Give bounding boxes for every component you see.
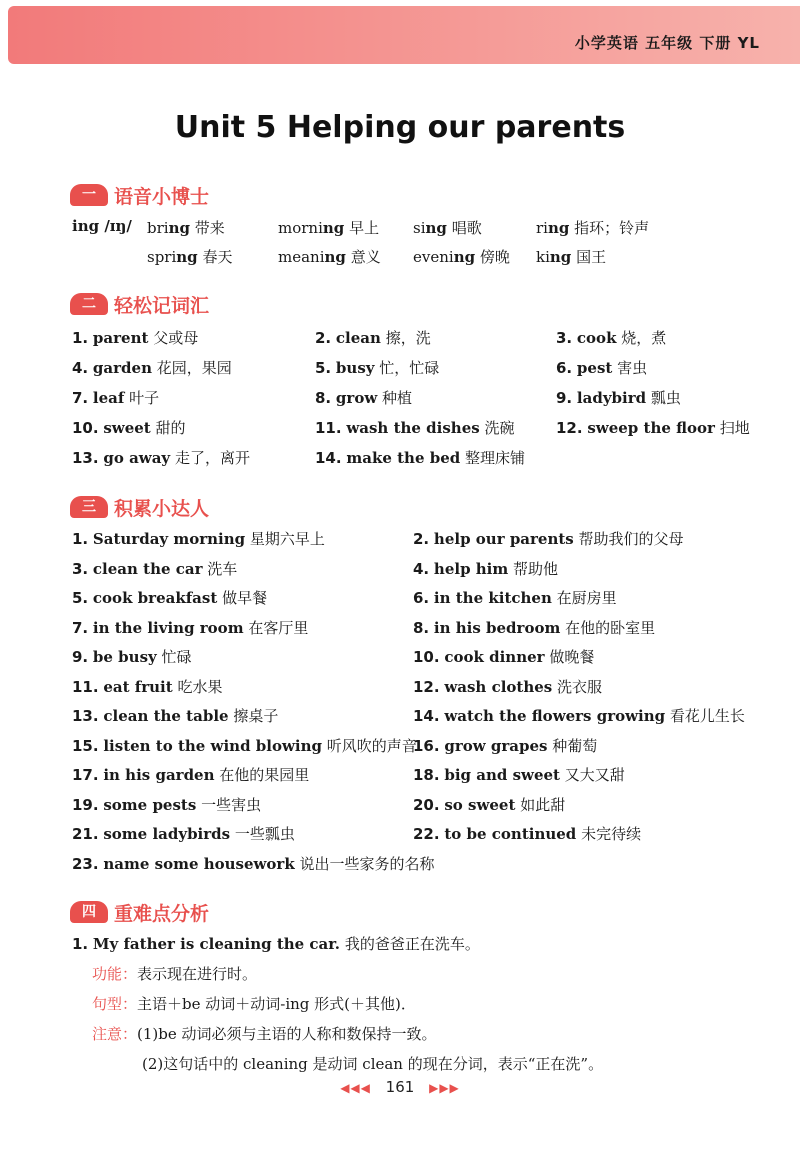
phrase-item xyxy=(72,764,309,785)
item-number: 6. xyxy=(413,589,430,607)
item-english: some pests xyxy=(103,795,197,814)
word-stem: meani xyxy=(278,248,325,266)
item-chinese: 父或母 xyxy=(153,329,199,347)
item-english: sweet xyxy=(103,419,151,437)
item-chinese: 种植 xyxy=(382,389,413,407)
item-chinese: 擦桌子 xyxy=(233,707,279,725)
item-chinese: 扫地 xyxy=(719,419,750,437)
item-english: cook dinner xyxy=(444,648,545,666)
item-english: clean xyxy=(335,329,381,347)
item-chinese: 叶子 xyxy=(129,389,160,407)
vocab-item xyxy=(72,447,250,468)
analysis-note-2: (2)这句话中的 cleaning 是动词 clean 的现在分词，表示“正在洗”。 xyxy=(142,1055,604,1073)
item-chinese: 如此甜 xyxy=(520,795,566,814)
phrase-item xyxy=(413,735,597,756)
item-number: 11. xyxy=(72,677,99,696)
phrase-item xyxy=(413,676,602,697)
item-chinese: 种葡萄 xyxy=(552,736,598,755)
vocab-item xyxy=(315,417,515,438)
phrase-item xyxy=(72,676,222,697)
vocab-item xyxy=(315,357,439,378)
phonics-word xyxy=(147,246,232,267)
phrase-item xyxy=(413,528,684,549)
item-chinese: 花园，果园 xyxy=(156,359,232,377)
item-chinese: 吃水果 xyxy=(177,677,223,696)
item-chinese: 做晚餐 xyxy=(549,648,595,666)
item-english: cook xyxy=(576,329,617,347)
vocab-item xyxy=(72,417,186,438)
section-title: 语音小博士 xyxy=(114,185,210,208)
item-english: eat fruit xyxy=(103,677,173,696)
phrase-item xyxy=(72,646,192,667)
item-chinese: 在他的卧室里 xyxy=(565,618,656,637)
vocab-item xyxy=(315,387,412,408)
item-chinese: 帮助他 xyxy=(513,559,559,578)
item-number: 4. xyxy=(72,359,89,377)
word-stem: ri xyxy=(536,219,548,237)
item-number: 22. xyxy=(413,825,440,843)
item-chinese: 说出一些家务的名称 xyxy=(299,854,435,873)
section-badge: 二 xyxy=(70,293,108,315)
phrase-item xyxy=(413,794,565,815)
item-english: Saturday morning xyxy=(92,530,246,548)
item-number: 13. xyxy=(72,449,99,467)
analysis-sentence: 1. My father is cleaning the car. 我的爸爸正在洗车。 xyxy=(72,935,480,953)
word-ending: ng xyxy=(324,248,346,266)
item-english: garden xyxy=(92,359,152,377)
section-header-vocab xyxy=(70,291,209,317)
word-stem: ki xyxy=(536,248,550,266)
item-english: in the living room xyxy=(92,618,244,637)
phonics-word xyxy=(536,246,606,267)
word-ending: ng xyxy=(176,248,198,266)
item-chinese: 整理床铺 xyxy=(465,449,526,467)
item-english: go away xyxy=(103,449,171,467)
section-title: 积累小达人 xyxy=(114,497,210,520)
phrase-item xyxy=(72,853,435,874)
unit-title: Unit 5 Helping our parents xyxy=(174,110,626,145)
phrase-item xyxy=(72,528,325,549)
word-stem: eveni xyxy=(413,248,454,266)
item-chinese: 星期六早上 xyxy=(249,530,325,548)
item-english: name some housework xyxy=(103,854,295,873)
item-english: in the kitchen xyxy=(433,589,552,607)
page-footer xyxy=(0,1078,800,1096)
page-number: 161 xyxy=(385,1078,415,1096)
item-number: 12. xyxy=(556,419,583,437)
item-english: big and sweet xyxy=(444,766,560,784)
word-meaning: 意义 xyxy=(350,248,381,266)
item-number: 12. xyxy=(413,677,440,696)
item-english: so sweet xyxy=(444,795,516,814)
item-chinese: 一些害虫 xyxy=(201,795,262,814)
item-chinese: 在客厅里 xyxy=(248,618,309,637)
vocab-item xyxy=(72,387,159,408)
section-title: 轻松记词汇 xyxy=(114,294,210,317)
section-badge: 一 xyxy=(70,184,108,206)
word-ending: ng xyxy=(453,248,476,266)
item-english: help him xyxy=(433,559,509,578)
section-badge: 四 xyxy=(70,901,108,923)
item-number: 20. xyxy=(413,795,440,814)
item-chinese: 忙，忙碌 xyxy=(379,359,440,377)
item-chinese: 帮助我们的父母 xyxy=(578,530,684,548)
item-chinese: 烧，煮 xyxy=(621,329,667,347)
vocab-item xyxy=(556,327,666,348)
section-badge: 三 xyxy=(70,496,108,518)
phrase-item xyxy=(413,558,558,579)
item-number: 16. xyxy=(413,736,440,755)
item-number: 2. xyxy=(315,329,332,347)
word-ending: ng xyxy=(425,219,447,237)
item-chinese: 洗碗 xyxy=(484,419,515,437)
phrase-item xyxy=(413,587,617,608)
phrase-item xyxy=(72,705,278,726)
word-ending: ng xyxy=(322,219,345,237)
item-english: in his bedroom xyxy=(433,618,561,637)
item-english: wash clothes xyxy=(444,677,553,696)
item-chinese: 看花儿生长 xyxy=(669,707,745,725)
item-english: grow grapes xyxy=(444,736,548,755)
item-english: make the bed xyxy=(346,449,461,467)
item-english: cook breakfast xyxy=(92,589,218,607)
item-english: help our parents xyxy=(433,530,574,548)
item-number: 10. xyxy=(72,419,99,437)
section-header-phonics xyxy=(70,182,209,208)
phrase-item xyxy=(413,705,745,726)
section-header-phrases xyxy=(70,494,209,520)
item-number: 14. xyxy=(413,707,440,725)
item-chinese: 瓢虫 xyxy=(650,389,681,407)
phrase-item xyxy=(72,794,261,815)
item-english: leaf xyxy=(92,389,125,407)
item-chinese: 甜的 xyxy=(155,419,186,437)
phonics-word xyxy=(536,217,649,238)
item-chinese: 走了，离开 xyxy=(174,449,250,467)
phrase-item xyxy=(413,764,625,785)
item-english: clean the table xyxy=(103,707,229,725)
book-info: 小学英语 五年级 下册 YL xyxy=(574,34,760,52)
item-chinese: 洗衣服 xyxy=(557,677,603,696)
word-ending: ng xyxy=(547,219,570,237)
phrase-item xyxy=(413,646,594,667)
item-number: 13. xyxy=(72,707,99,725)
word-ending: ng xyxy=(549,248,572,266)
item-english: to be continued xyxy=(444,825,577,843)
item-number: 23. xyxy=(72,854,99,873)
item-number: 9. xyxy=(72,648,89,666)
phrase-item xyxy=(72,617,308,638)
item-english: some ladybirds xyxy=(103,825,231,843)
item-english: busy xyxy=(335,359,375,377)
item-number: 7. xyxy=(72,389,89,407)
item-chinese: 忙碌 xyxy=(161,648,192,666)
phrase-item xyxy=(72,587,267,608)
vocab-item xyxy=(556,387,681,408)
item-number: 10. xyxy=(413,648,440,666)
item-number: 8. xyxy=(413,618,430,637)
item-english: watch the flowers growing xyxy=(444,707,666,725)
word-meaning: 带来 xyxy=(194,219,225,237)
item-number: 5. xyxy=(72,589,89,607)
vocab-item xyxy=(72,327,198,348)
item-number: 14. xyxy=(315,449,342,467)
item-chinese: 在他的果园里 xyxy=(219,766,310,784)
item-number: 7. xyxy=(72,618,89,637)
item-number: 3. xyxy=(72,559,89,578)
phrase-item xyxy=(72,735,417,756)
word-meaning: 傍晚 xyxy=(479,248,510,266)
phonics-word xyxy=(413,217,482,238)
vocab-item xyxy=(556,417,750,438)
item-number: 18. xyxy=(413,766,440,784)
word-stem: bri xyxy=(147,219,169,237)
item-number: 15. xyxy=(72,736,99,755)
analysis-pattern: 句型：主语＋be 动词＋动词-ing 形式(＋其他)． xyxy=(92,995,416,1013)
item-number: 1. xyxy=(72,530,89,548)
word-meaning: 指环；铃声 xyxy=(574,219,650,237)
word-meaning: 唱歌 xyxy=(451,219,482,237)
analysis-function: 功能：表示现在进行时。 xyxy=(92,965,258,983)
item-chinese: 擦，洗 xyxy=(385,329,431,347)
item-english: clean the car xyxy=(92,559,203,578)
item-chinese: 害虫 xyxy=(617,359,648,377)
item-chinese: 在厨房里 xyxy=(556,589,617,607)
item-number: 4. xyxy=(413,559,430,578)
item-english: pest xyxy=(576,359,613,377)
item-number: 9. xyxy=(556,389,573,407)
item-english: grow xyxy=(335,389,378,407)
item-english: ladybird xyxy=(576,389,647,407)
item-chinese: 一些瓢虫 xyxy=(234,825,295,843)
item-chinese: 未完待续 xyxy=(581,825,642,843)
item-chinese: 又大又甜 xyxy=(564,766,625,784)
item-english: listen to the wind blowing xyxy=(103,736,322,755)
phonics-word xyxy=(278,217,379,238)
item-number: 6. xyxy=(556,359,573,377)
left-arrows-icon: ◀◀◀ xyxy=(340,1081,371,1095)
item-number: 5. xyxy=(315,359,332,377)
item-number: 19. xyxy=(72,795,99,814)
word-meaning: 国王 xyxy=(576,248,607,266)
item-english: in his garden xyxy=(103,766,215,784)
section-title: 重难点分析 xyxy=(114,902,210,925)
phonics-word xyxy=(278,246,381,267)
vocab-item xyxy=(72,357,232,378)
vocab-item xyxy=(556,357,647,378)
item-number: 2. xyxy=(413,530,430,548)
item-number: 8. xyxy=(315,389,332,407)
phrase-item xyxy=(72,558,237,579)
word-meaning: 早上 xyxy=(349,219,380,237)
item-number: 17. xyxy=(72,766,99,784)
item-number: 21. xyxy=(72,825,99,843)
item-english: parent xyxy=(92,329,149,347)
item-english: sweep the floor xyxy=(587,419,715,437)
item-chinese: 做早餐 xyxy=(222,589,268,607)
word-meaning: 春天 xyxy=(202,248,233,266)
vocab-item xyxy=(315,447,525,468)
phonics-word xyxy=(413,246,510,267)
word-ending: ng xyxy=(168,219,190,237)
analysis-note: 注意：(1)be 动词必须与主语的人称和数保持一致。 xyxy=(92,1025,437,1043)
item-english: be busy xyxy=(92,648,157,666)
phrase-item xyxy=(413,823,641,844)
item-chinese: 洗车 xyxy=(207,559,238,578)
item-number: 3. xyxy=(556,329,573,347)
word-stem: si xyxy=(413,219,426,237)
phonics-word xyxy=(147,217,225,238)
word-stem: morni xyxy=(278,219,323,237)
right-arrows-icon: ▶▶▶ xyxy=(429,1081,460,1095)
section-header-analysis xyxy=(70,899,209,925)
vocab-item xyxy=(315,327,431,348)
item-number: 11. xyxy=(315,419,342,437)
phrase-item xyxy=(413,617,655,638)
word-stem: spri xyxy=(147,248,177,266)
item-number: 1. xyxy=(72,329,89,347)
phrase-item xyxy=(72,823,295,844)
phonics-label: ing /ɪŋ/ xyxy=(72,217,132,235)
item-english: wash the dishes xyxy=(346,419,480,437)
item-chinese: 听风吹的声音 xyxy=(326,736,417,755)
